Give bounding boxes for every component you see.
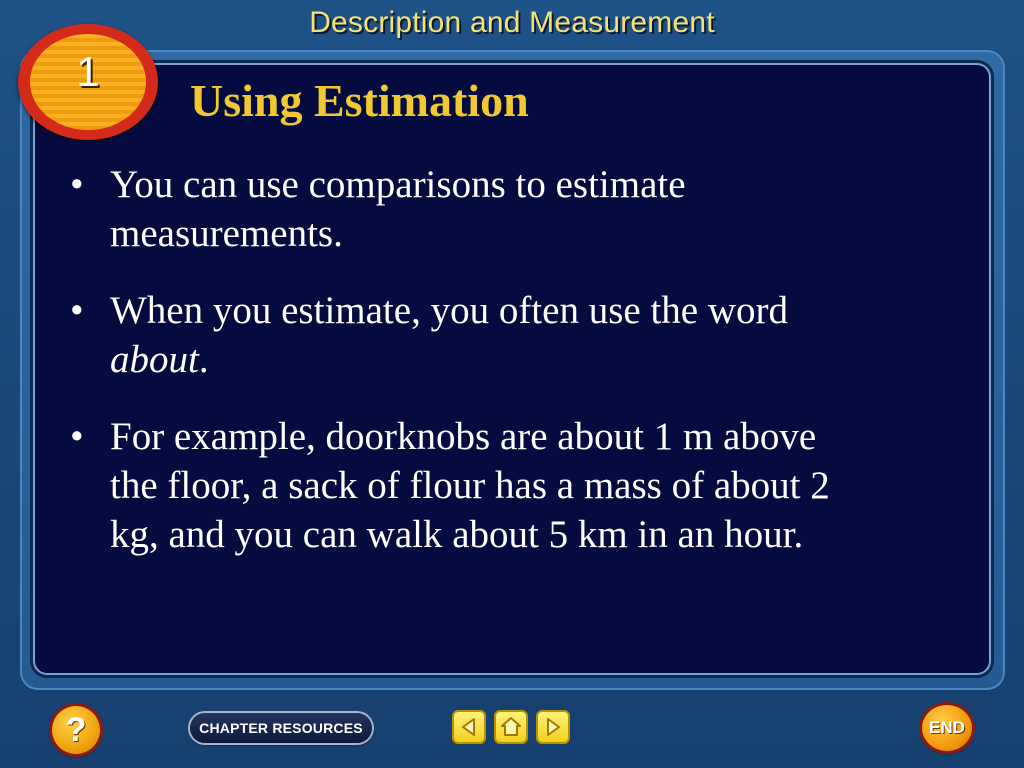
chapter-title: Description and Measurement <box>309 6 715 39</box>
bullet-item <box>70 286 870 384</box>
bullet-list <box>70 160 870 587</box>
bullet-text-end: . <box>198 338 209 381</box>
bullet-item <box>70 412 870 559</box>
bullet-text: You can use comparisons to estimate measurements. <box>110 163 686 255</box>
badge-core <box>30 34 146 130</box>
navigation-bar <box>0 696 1024 768</box>
help-button[interactable]: ? <box>52 706 100 754</box>
slide-heading: Using Estimation <box>190 75 529 126</box>
section-number: 1 <box>76 48 100 95</box>
home-button[interactable] <box>496 712 526 742</box>
bullet-marker: • <box>70 289 84 332</box>
end-button[interactable]: END <box>922 705 972 751</box>
section-number-badge <box>18 24 158 140</box>
right-arrow-icon <box>538 712 568 742</box>
left-arrow-icon <box>454 712 484 742</box>
next-button[interactable] <box>538 712 568 742</box>
home-icon <box>496 712 526 742</box>
previous-button[interactable] <box>454 712 484 742</box>
chapter-resources-button[interactable]: CHAPTER RESOURCES <box>190 713 372 743</box>
bullet-item <box>70 160 870 258</box>
bullet-marker: • <box>70 415 84 458</box>
bullet-emphasis: about <box>110 338 199 381</box>
bullet-marker: • <box>70 163 84 206</box>
bullet-text: For example, doorknobs are about 1 m above the floor, a sack of flour has a mass of about 2 kg, and you can walk about 5 km in an hour. <box>110 415 830 556</box>
bullet-text: When you estimate, you often use the word <box>110 289 788 332</box>
